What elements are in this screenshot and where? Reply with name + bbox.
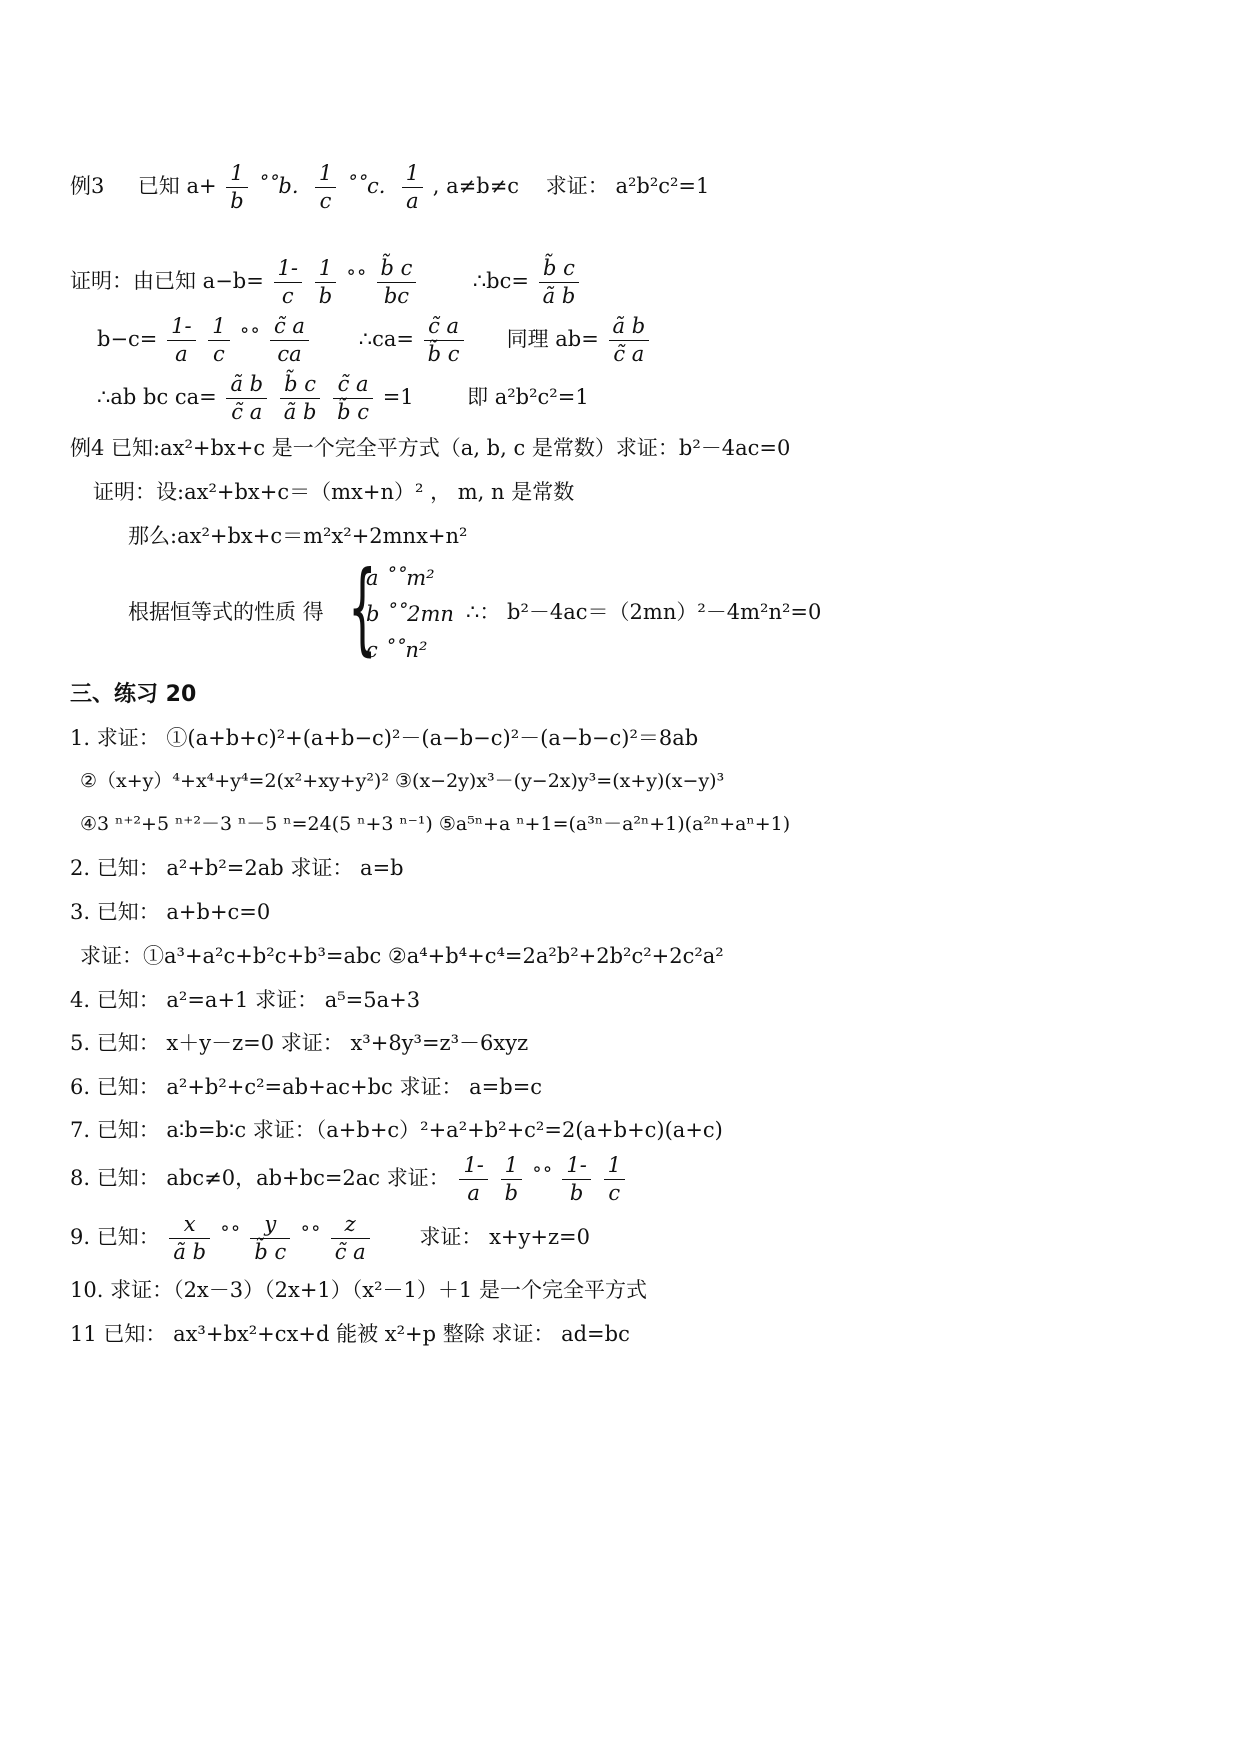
- proof3-l2-frac-2: $\frac{1}{c}$: [208, 316, 229, 365]
- exercise-9-frac-1: $\frac{x}{\text{ã b}}$: [169, 1214, 210, 1263]
- proof3-l3-frac-1: $\frac{\text{ã b}}{c̃ a}$: [226, 374, 267, 423]
- proof3-intro: 证明：由已知 a−b=: [70, 269, 264, 293]
- ex3-eq-2: ˚˚c.: [345, 174, 386, 198]
- ex4-proof-2: 那么:ax²+bx+c＝m²x²+2mnx+n²: [128, 524, 468, 548]
- exercise-9-eq-2: ˚˚: [300, 1225, 321, 1249]
- proof3-l1-eq: ˚˚: [345, 269, 367, 293]
- exercise-9-prove: 求证： x+y+z=0: [419, 1225, 590, 1249]
- ex3-eq-1: ˚˚b.: [257, 174, 299, 198]
- exercise-6: 6. 已知： a²+b²+c²=ab+ac+bc 求证： a=b=c: [70, 1075, 543, 1099]
- proof3-line-2: [97, 316, 652, 365]
- proof3-line-3: [97, 374, 589, 423]
- section-heading: 三、练习 20: [70, 682, 197, 707]
- proof3-l2-frac-3: $\frac{c̃ a}{ca}$: [270, 316, 309, 365]
- exercise-8-frac-4: $\frac{1}{c}$: [604, 1155, 625, 1204]
- ex4-proof-3: 根据恒等式的性质 得: [128, 600, 324, 624]
- proof3-l3-eq: =1: [382, 385, 414, 409]
- proof3-l1-frac-1: $\frac{1-}{c}$: [274, 258, 302, 307]
- exercise-1c: ④3 ⁿ⁺²+5 ⁿ⁺²－3 ⁿ－5 ⁿ=24(5 ⁿ+3 ⁿ⁻¹) ⑤a⁵ⁿ+a ⁿ+1=(a³ⁿ－a²ⁿ+1)(a²ⁿ+aⁿ+1): [80, 813, 791, 835]
- exercise-8-frac-2: $\frac{1}{b}$: [501, 1155, 522, 1204]
- ex4-line: 例4 已知:ax²+bx+c 是一个完全平方式（a, b, c 是常数）求证：b²－4ac=0: [70, 436, 791, 460]
- proof3-l1-frac-3: $\frac{b̃ c}{bc}$: [377, 258, 417, 307]
- proof3-l1-frac-2: $\frac{1}{b}$: [315, 258, 336, 307]
- proof3-l2-eq: ˚˚: [239, 327, 261, 351]
- ex3-frac-1: $\frac{1}{b}$: [226, 163, 247, 212]
- proof3-l3-frac-3: $\frac{c̃ a}{b̃ c}$: [333, 374, 373, 423]
- exercise-3b: 求证：①a³+a²c+b²c+b³=abc ②a⁴+b⁴+c⁴=2a²b²+2b²c²+2c²a²: [80, 944, 724, 968]
- exercise-8-eq: ˚˚: [531, 1166, 553, 1190]
- ex4-system-3: c ˚˚n²: [366, 638, 428, 662]
- ex3-prove: 求证： a²b²c²=1: [545, 174, 710, 198]
- exercise-1b: ②（x+y）⁴+x⁴+y⁴=2(x²+xy+y²)² ③(x−2y)x³－(y−2x)y³=(x+y)(x−y)³: [80, 770, 725, 792]
- ex3-condition: , a≠b≠c: [432, 174, 520, 198]
- proof3-l2-frac-1: $\frac{1-}{a}$: [167, 316, 195, 365]
- ex4-proof-3-tail: ∴： b²－4ac＝（2mn）²－4m²n²=0: [466, 600, 822, 624]
- exercise-9-text: 9. 已知：: [70, 1225, 160, 1249]
- exercise-7: 7. 已知： a∶b=b∶c 求证：（a+b+c）²+a²+b²+c²=2(a+b+c)(a+c): [70, 1118, 723, 1142]
- exercise-2: 2. 已知： a²+b²=2ab 求证： a=b: [70, 856, 404, 880]
- proof3-l2-frac-4: $\frac{c̃ a}{b̃ c}$: [424, 316, 464, 365]
- proof3-l2-therefore: ∴ca=: [358, 327, 414, 351]
- ex3-given: 已知 a+: [137, 174, 217, 198]
- exercise-9-eq-1: ˚˚: [219, 1225, 241, 1249]
- exercise-8-frac-1: $\frac{1-}{a}$: [459, 1155, 487, 1204]
- ex3-frac-3: $\frac{1}{a}$: [402, 163, 423, 212]
- exercise-1: 1. 求证： ①(a+b+c)²+(a+b−c)²－(a−b−c)²－(a−b−c)²＝8ab: [70, 726, 699, 750]
- ex4-proof-1: 证明：设:ax²+bx+c＝（mx+n）² ， m, n 是常数: [93, 480, 575, 504]
- ex4-system-1: a ˚˚m²: [366, 566, 435, 590]
- ex4-system-brace: {: [348, 549, 377, 666]
- exercise-8: [70, 1155, 628, 1204]
- proof3-line-1: [70, 258, 582, 307]
- proof3-l1-frac-4: $\frac{b̃ c}{\text{ã b}}$: [539, 258, 580, 307]
- exercise-9-frac-3: $\frac{z}{c̃ a}$: [331, 1214, 370, 1263]
- exercise-3: 3. 已知： a+b+c=0: [70, 900, 271, 924]
- exercise-8-frac-3: $\frac{1-}{b}$: [562, 1155, 590, 1204]
- exercise-9: [70, 1214, 590, 1263]
- exercise-10: 10. 求证：（2x－3）（2x+1）（x²－1）＋1 是一个完全平方式: [70, 1278, 647, 1302]
- proof3-l1-therefore: ∴bc=: [472, 269, 529, 293]
- proof3-l3-lhs: ∴ab bc ca=: [97, 385, 217, 409]
- exercise-4: 4. 已知： a²=a+1 求证： a⁵=5a+3: [70, 988, 421, 1012]
- exercise-8-text: 8. 已知： abc≠0，ab+bc=2ac 求证：: [70, 1166, 450, 1190]
- ex3-line: [70, 163, 709, 212]
- ex3-frac-2: $\frac{1}{c}$: [315, 163, 336, 212]
- exercise-11: 11 已知： ax³+bx²+cx+d 能被 x²+p 整除 求证： ad=bc: [70, 1322, 630, 1346]
- proof3-l3-frac-2: $\frac{b̃ c}{\text{ã b}}$: [280, 374, 321, 423]
- proof3-l3-conclusion: 即 a²b²c²=1: [467, 385, 589, 409]
- exercise-9-frac-2: $\frac{y}{b̃ c}$: [250, 1214, 290, 1263]
- ex3-label: 例3: [70, 174, 105, 198]
- proof3-l2-frac-5: $\frac{\text{ã b}}{c̃ a}$: [609, 316, 650, 365]
- exercise-5: 5. 已知： x＋y－z=0 求证： x³+8y³=z³－6xyz: [70, 1031, 529, 1055]
- proof3-l2-lhs: b−c=: [97, 327, 158, 351]
- proof3-l2-same: 同理 ab=: [506, 327, 599, 351]
- ex4-system-2: b ˚˚2mn: [366, 602, 454, 626]
